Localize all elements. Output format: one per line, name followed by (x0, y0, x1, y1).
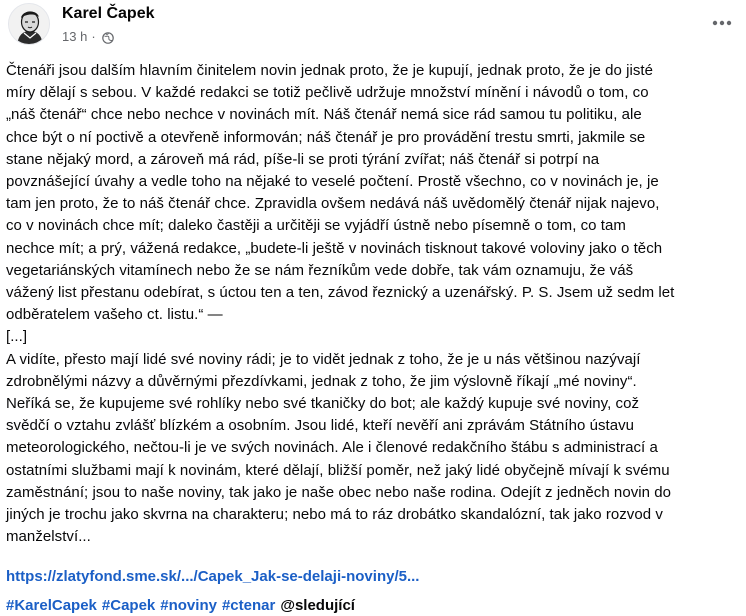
hashtag-karelcapek[interactable]: #KarelCapek (6, 597, 97, 614)
post-meta (62, 28, 114, 46)
hashtag-ctenar[interactable]: #ctenar (221, 597, 276, 614)
source-link[interactable]: https://zlatyfond.sme.sk/.../Capek_Jak-se-delaji-noviny/5... (6, 568, 420, 585)
author-name[interactable]: Karel Čapek (62, 5, 155, 22)
post-body (6, 60, 740, 548)
post-time[interactable]: 13 h (62, 29, 88, 44)
hashtag-row (6, 596, 355, 616)
hashtag-noviny[interactable]: #noviny (160, 597, 217, 614)
more-options-icon (712, 20, 732, 26)
hashtag-capek[interactable]: #Capek (101, 597, 156, 614)
portrait-icon (9, 4, 50, 45)
more-options-button[interactable] (706, 9, 738, 37)
mention-followers[interactable]: @sledující (280, 597, 355, 614)
globe-icon (102, 31, 114, 43)
post-paragraph-1: Čtenáři jsou dalším hlavním činitelem novin jednak proto, že je kupují, jednak proto, že je do jisté míry dělají s sebou. V každé redakci se totiž pečlivě udržuje množství mínění i návodů o tom, co „náš čtenář“ chce nebo nechce v novinách mít. Náš čtenář nemá sice rád samou tu politiku, ale chce být o ní poctivě a otevřeně informován; náš čtenář je pro provádění trestu smrti, jakmile se stane nějaký mord, a zároveň má rád, píše-li se proti týrání zvířat; náš čtenář si potrpí na povznášející úvahy a vedle toho na nějaké to veselé počtení. Prostě všechno, co v novinách je, je tam jen proto, že to náš čtenář chce. Zpravidla ovšem nedává náš uvědomělý čtenář nijak najevo, co v novinách chce mít; daleko častěji a určitěji se vyjádří ústně nebo písemně o tom, co tam nechce mít; a prý, vážená redakce, „budete-li ještě v novinách tisknout takové voloviny jako o těch vegetariánských vitamínech nebo že se nám řezníkům vede dobře, tak vám oznamuju, že váš vážený list přestanu odebírat, s úctou ten a ten, závod řeznický a uzenářský. P. S. Jsem už sedm let odběratelem vašeho ct. listu.“ — (6, 62, 675, 324)
meta-separator: · (91, 29, 96, 44)
post-header (0, 0, 746, 56)
post-paragraph-2: A vidíte, přesto mají lidé své noviny rádi; je to vidět jednak z toho, že je u nás většinou nazývají zdrobnělými názvy a důvěrnými přezdívkami, jednak z toho, že jim výslovně říkají „mé noviny“. Neříká se, že kupujeme své rohlíky nebo své tkaničky do bot; ale každý kupuje své noviny, což svědčí o vztahu zvlášť blízkém a osobním. Jsou lidé, kteří nevěří ani zprávám Státního ústavu meteorologického, nečtou-li je ve svých novinách. Ale i členové redakčního štábu s administrací a ostatními službami mají k novinám, které dělají, bližší poměr, než jaký lidé obyčejně mívají k svému zaměstnání; jsou to naše noviny, tak jako je naše obec nebo naše rodina. Odejít z jedněch novin do jiných je trochu jako skvrna na charakteru; nebo má to ráz drobátko skandalózní, tak jako rozvod v manželství... (6, 350, 672, 546)
omission-marker: [...] (6, 328, 28, 346)
author-avatar[interactable] (8, 3, 50, 45)
